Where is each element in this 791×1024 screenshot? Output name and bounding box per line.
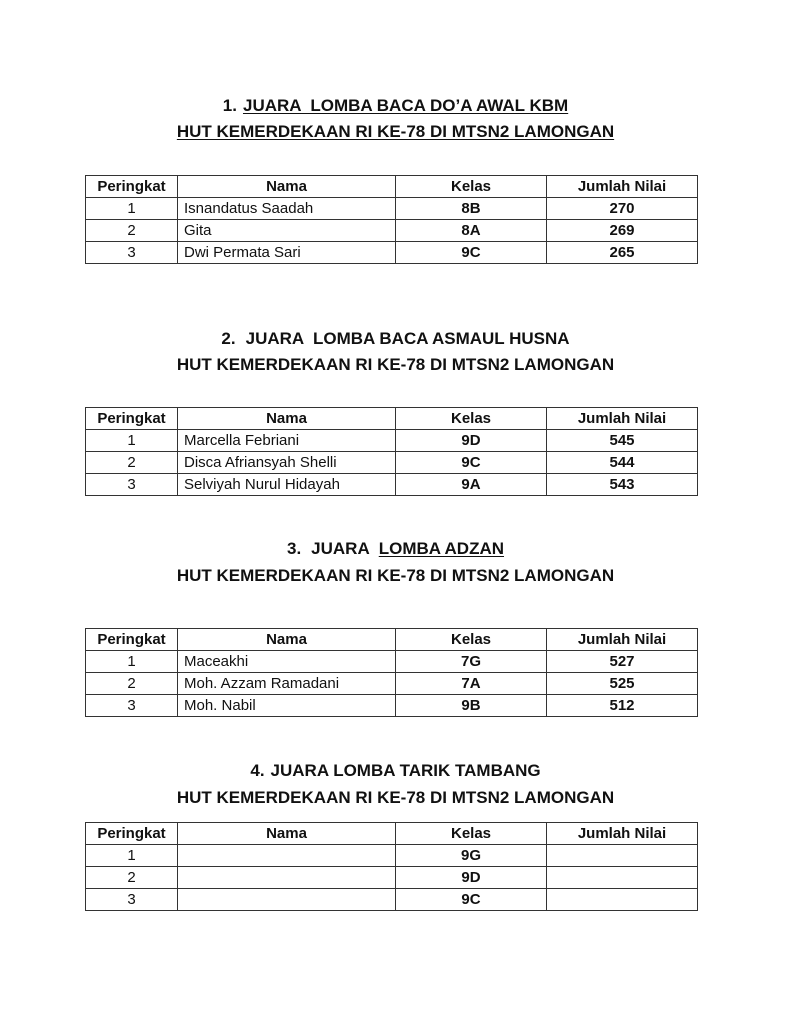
score-cell	[547, 867, 698, 889]
name-cell: Moh. Azzam Ramadani	[178, 673, 396, 695]
score-cell: 527	[547, 651, 698, 673]
rank-cell: 1	[86, 845, 178, 867]
section-number: 3.	[286, 539, 302, 558]
header-score: Jumlah Nilai	[547, 176, 698, 198]
score-cell: 269	[547, 220, 698, 242]
class-cell: 9D	[396, 430, 547, 452]
class-cell: 7G	[396, 651, 547, 673]
section-2-title	[0, 328, 791, 350]
results-table-2	[85, 407, 698, 496]
competition-title: JUARA LOMBA BACA DO’A AWAL KBM	[242, 96, 569, 115]
rank-cell: 2	[86, 452, 178, 474]
name-cell: Selviyah Nurul Hidayah	[178, 474, 396, 496]
results-table-3	[85, 628, 698, 717]
table-row	[86, 867, 698, 889]
table-row	[86, 889, 698, 911]
rank-cell: 3	[86, 695, 178, 717]
header-name: Nama	[178, 823, 396, 845]
header-rank: Peringkat	[86, 408, 178, 430]
score-cell: 544	[547, 452, 698, 474]
rank-cell: 1	[86, 198, 178, 220]
section-4-title	[0, 760, 791, 782]
results-table-4	[85, 822, 698, 911]
table-row	[86, 430, 698, 452]
header-class: Kelas	[396, 176, 547, 198]
section-1-title	[0, 95, 791, 117]
section-number: 1.	[222, 96, 237, 115]
table-header-row	[86, 823, 698, 845]
header-rank: Peringkat	[86, 823, 178, 845]
rank-cell: 2	[86, 867, 178, 889]
table-header-row	[86, 629, 698, 651]
score-cell	[547, 845, 698, 867]
header-name: Nama	[178, 176, 396, 198]
name-cell: Dwi Permata Sari	[178, 242, 396, 264]
score-cell: 545	[547, 430, 698, 452]
table-row	[86, 651, 698, 673]
name-cell: Marcella Febriani	[178, 430, 396, 452]
name-cell	[178, 889, 396, 911]
results-table-1	[85, 175, 698, 264]
table-header-row	[86, 408, 698, 430]
table-row	[86, 452, 698, 474]
header-score: Jumlah Nilai	[547, 823, 698, 845]
competition-title: JUARA LOMBA BACA ASMAUL HUSNA	[245, 329, 570, 348]
class-cell: 9C	[396, 242, 547, 264]
score-cell	[547, 889, 698, 911]
rank-cell: 1	[86, 430, 178, 452]
name-cell: Disca Afriansyah Shelli	[178, 452, 396, 474]
table-row	[86, 673, 698, 695]
class-cell: 8B	[396, 198, 547, 220]
class-cell: 9B	[396, 695, 547, 717]
class-cell: 9A	[396, 474, 547, 496]
section-1-subtitle: HUT KEMERDEKAAN RI KE-78 DI MTSN2 LAMONGAN	[176, 122, 615, 141]
header-name: Nama	[178, 408, 396, 430]
section-3-title	[0, 538, 791, 560]
header-rank: Peringkat	[86, 176, 178, 198]
table-row	[86, 220, 698, 242]
class-cell: 8A	[396, 220, 547, 242]
table-row	[86, 845, 698, 867]
rank-cell: 2	[86, 220, 178, 242]
rank-cell: 3	[86, 889, 178, 911]
score-cell: 525	[547, 673, 698, 695]
class-cell: 9D	[396, 867, 547, 889]
header-class: Kelas	[396, 823, 547, 845]
section-4-subtitle: HUT KEMERDEKAAN RI KE-78 DI MTSN2 LAMONGAN	[176, 788, 615, 807]
competition-title: JUARA LOMBA TARIK TAMBANG	[270, 761, 541, 780]
header-name: Nama	[178, 629, 396, 651]
section-number: 2.	[221, 329, 236, 348]
header-class: Kelas	[396, 408, 547, 430]
table-row	[86, 198, 698, 220]
section-3-subtitle: HUT KEMERDEKAAN RI KE-78 DI MTSN2 LAMONGAN	[176, 566, 615, 585]
header-score: Jumlah Nilai	[547, 408, 698, 430]
name-cell: Isnandatus Saadah	[178, 198, 396, 220]
competition-title: LOMBA ADZAN	[378, 539, 505, 558]
name-cell	[178, 867, 396, 889]
title-prefix: JUARA	[311, 539, 370, 558]
name-cell: Moh. Nabil	[178, 695, 396, 717]
table-row	[86, 695, 698, 717]
name-cell: Maceakhi	[178, 651, 396, 673]
score-cell: 543	[547, 474, 698, 496]
name-cell	[178, 845, 396, 867]
section-number: 4.	[250, 761, 265, 780]
score-cell: 270	[547, 198, 698, 220]
rank-cell: 3	[86, 242, 178, 264]
table-row	[86, 242, 698, 264]
class-cell: 9C	[396, 889, 547, 911]
header-rank: Peringkat	[86, 629, 178, 651]
rank-cell: 1	[86, 651, 178, 673]
class-cell: 7A	[396, 673, 547, 695]
rank-cell: 3	[86, 474, 178, 496]
header-class: Kelas	[396, 629, 547, 651]
score-cell: 512	[547, 695, 698, 717]
name-cell: Gita	[178, 220, 396, 242]
header-score: Jumlah Nilai	[547, 629, 698, 651]
table-row	[86, 474, 698, 496]
table-header-row	[86, 176, 698, 198]
class-cell: 9G	[396, 845, 547, 867]
class-cell: 9C	[396, 452, 547, 474]
rank-cell: 2	[86, 673, 178, 695]
score-cell: 265	[547, 242, 698, 264]
section-2-subtitle: HUT KEMERDEKAAN RI KE-78 DI MTSN2 LAMONGAN	[176, 355, 615, 374]
